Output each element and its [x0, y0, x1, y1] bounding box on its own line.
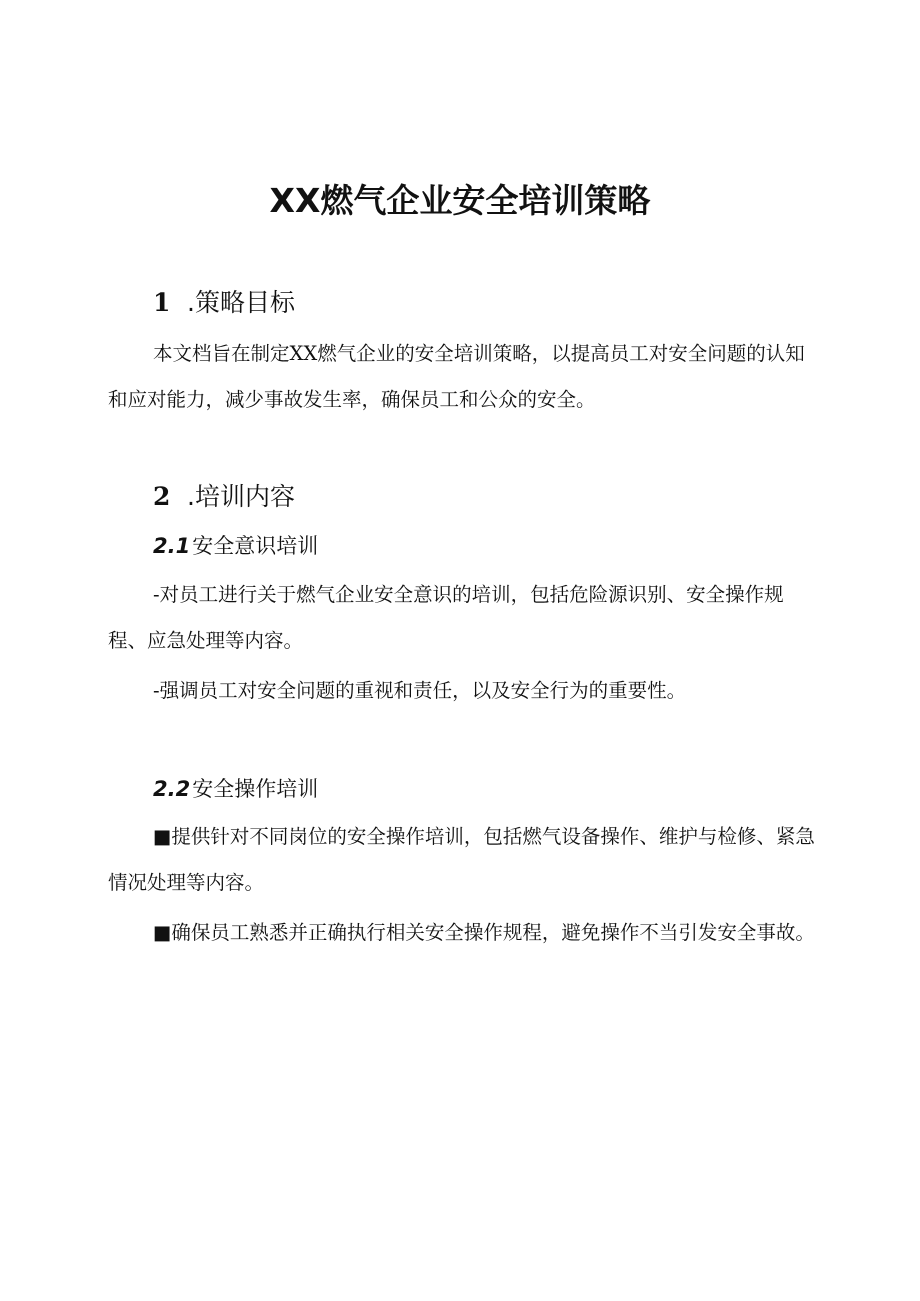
section-1-number: 1	[153, 288, 171, 317]
subsection-2-1-number: 2.1	[153, 534, 191, 558]
subsection-2-2-number: 2.2	[153, 777, 191, 801]
subsection-2-2-title: 安全操作培训	[192, 777, 319, 801]
section-2-number: 2	[153, 482, 171, 511]
section-1-heading	[153, 285, 295, 321]
section-2-title: .培训内容	[187, 482, 295, 511]
subsection-2-2-heading	[153, 773, 318, 805]
subsection-2-2-paragraph-2: ■确保员工熟悉并正确执行相关安全操作规程，避免操作不当引发安全事故。	[153, 921, 815, 944]
subsection-2-1-paragraph-2: -强调员工对安全问题的重视和责任，以及安全行为的重要性。	[153, 679, 687, 702]
subsection-2-1-paragraph-1: -对员工进行关于燃气企业安全意识的培训，包括危险源识别、安全操作规程、应急处理等内容。	[108, 583, 784, 652]
subsection-2-1-title: 安全意识培训	[192, 534, 319, 558]
section-2-heading	[153, 479, 295, 515]
section-1-paragraph: 本文档旨在制定XX燃气企业的安全培训策略，以提高员工对安全问题的认知和应对能力，减少事故发生率，确保员工和公众的安全。	[108, 342, 805, 411]
document-title: XX燃气企业安全培训策略	[269, 181, 651, 220]
section-1-title: .策略目标	[187, 288, 295, 317]
subsection-2-1-heading	[153, 530, 318, 562]
subsection-2-2-paragraph-1: ■提供针对不同岗位的安全操作培训，包括燃气设备操作、维护与检修、紧急情况处理等内容。	[108, 825, 815, 894]
